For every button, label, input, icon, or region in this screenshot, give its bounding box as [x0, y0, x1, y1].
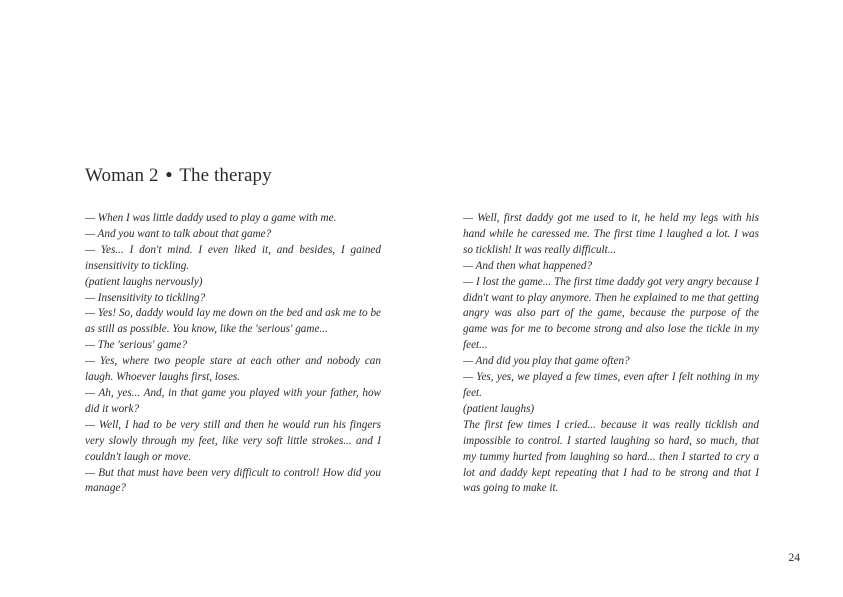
dialogue-line: — I lost the game... The first time daddy got very angry because I didn't want to play anymore. Then he explained to me that getting angry was also part of the game, because the purpose of the game was for me to become strong and also lose the tickle in my feet... [463, 275, 759, 352]
title-text: The therapy [179, 164, 272, 186]
title-separator: • [165, 164, 173, 186]
title-prefix: Woman 2 [85, 164, 159, 186]
narrative-paragraph: The first few times I cried... because it was really ticklish and impossible to control. I started laughing so hard, so much, that my tummy hurted from laughing so hard... then I started to cry a lot and daddy kept repeating that I had to be strong and that I was going to make it. [463, 418, 759, 495]
stage-note: (patient laughs) [463, 402, 535, 415]
dialogue-line: — Yes... I don't mind. I even liked it, and besides, I gained insensitivity to tickling. [85, 243, 381, 272]
dialogue-line: — And did you play that game often? [463, 355, 630, 368]
dialogue-line: — But that must have been very difficult to control! How did you manage? [85, 466, 381, 495]
dialogue-line: — And then what happened? [463, 259, 593, 272]
stage-note: (patient laughs nervously) [85, 275, 203, 288]
dialogue-line: — Ah, yes... And, in that game you played with your father, how did it work? [85, 386, 381, 415]
left-text-column [85, 211, 381, 497]
dialogue-line: — When I was little daddy used to play a game with me. [85, 212, 337, 224]
dialogue-line: — Well, I had to be very still and then he would run his fingers very slowly through my feet, like very soft little strokes... and I couldn't laugh or move. [85, 418, 381, 463]
dialogue-line: — Insensitivity to tickling? [85, 291, 206, 304]
dialogue-line: — Yes! So, daddy would lay me down on the bed and ask me to be as still as possible. You know, like the 'serious' game... [85, 307, 381, 336]
dialogue-line: — Well, first daddy got me used to it, he held my legs with his hand while he caressed me. The first time I laughed a lot. I was so ticklish! It was really difficult... [463, 212, 759, 256]
dialogue-line: — The 'serious' game? [85, 339, 188, 352]
right-text-column [463, 211, 759, 497]
page-number: 24 [788, 552, 800, 564]
dialogue-line: — Yes, yes, we played a few times, even after I felt nothing in my feet. [463, 371, 759, 399]
dialogue-line: — And you want to talk about that game? [85, 227, 272, 240]
dialogue-line: — Yes, where two people stare at each other and nobody can laugh. Whoever laughs first, loses. [85, 355, 381, 384]
page-title [85, 165, 272, 187]
